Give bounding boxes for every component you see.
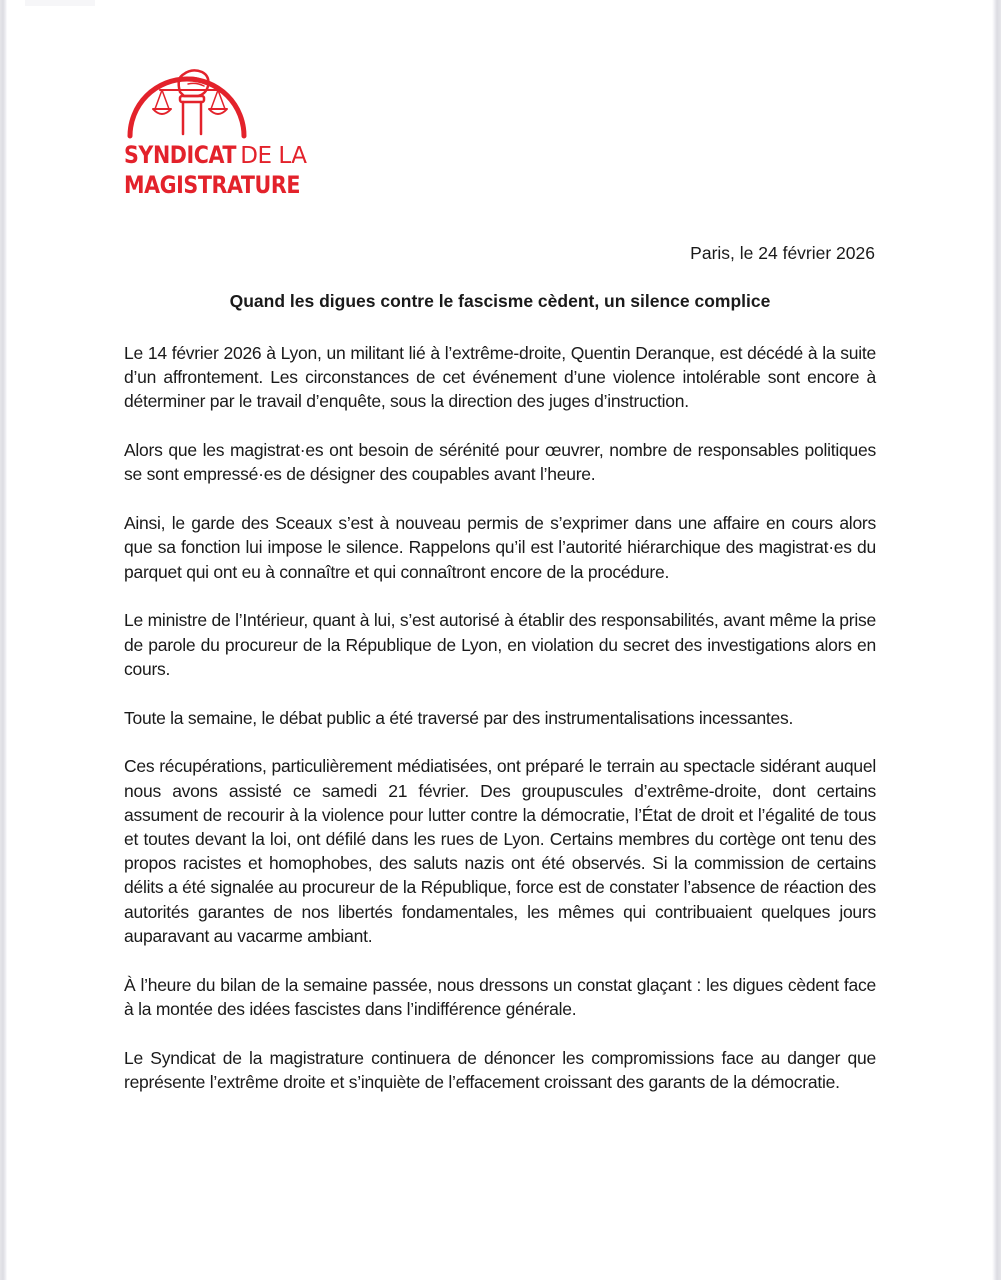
paragraph: Le Syndicat de la magistrature continuera de dénoncer les compromissions face au danger que représente l’extrême droite et s’inquiète de l’effacement croissant des garants de la démocratie. bbox=[124, 1047, 876, 1092]
paragraph: Le 14 février 2026 à Lyon, un militant lié à l’extrême-droite, Quentin Deranque, est décédé à la suite d’un affrontement. Les circonstances de cet événement d’une violence intolérable sont encore à déterminer par le travail d’enquête, sous la direction des juges d’instruction. bbox=[124, 343, 876, 412]
logo-de-la: DE LA bbox=[240, 143, 307, 169]
organization-logo bbox=[122, 64, 322, 198]
place-and-date: Paris, le 24 février 2026 bbox=[690, 243, 875, 263]
paragraph: Toute la semaine, le débat public a été traversé par des instrumentalisations incessantes. bbox=[124, 707, 794, 728]
logo-syndicat: SYNDICAT bbox=[124, 141, 237, 169]
fist-scales-emblem-icon bbox=[122, 64, 322, 144]
logo-magistrature: MAGISTRATURE bbox=[124, 171, 301, 199]
press-release-body bbox=[124, 341, 876, 1119]
paragraph: Ainsi, le garde des Sceaux s’est à nouveau permis de s’exprimer dans une affaire en cours alors que sa fonction lui impose le silence. Rappelons qu’il est l’autorité hiérarchique des magistrat·es du parquet qui ont eu à connaître et qui connaîtront encore de la procédure. bbox=[124, 513, 876, 582]
logo-wordmark bbox=[124, 142, 329, 202]
paragraph: Alors que les magistrat·es ont besoin de sérénité pour œuvrer, nombre de responsables politiques se sont empressé·es de désigner des coupables avant l’heure. bbox=[124, 440, 876, 485]
paragraph: Le ministre de l’Intérieur, quant à lui, s’est autorisé à établir des responsabilités, avant même la prise de parole du procureur de la République de Lyon, en violation du secret des investigations alors en cours. bbox=[124, 610, 876, 679]
paragraph: Ces récupérations, particulièrement médiatisées, ont préparé le terrain au spectacle sidérant auquel nous avons assisté ce samedi 21 février. Des groupuscules d’extrême-droite, dont certains assument de recourir à la violence pour lutter contre la démocratie, l’État de droit et l’égalité de tous et toutes devant la loi, ont défilé dans les rues de Lyon. Certains membres du cortège ont tenu des propos racistes et homophobes, des saluts nazis ont été observés. Si la commission de certains délits a été signalée au procureur de la République, force est de constater l’absence de réaction des autorités garantes de nos libertés fondamentales, les mêmes qui contribuaient quelques jours auparavant au vacarme ambiant. bbox=[124, 756, 876, 946]
paragraph: À l’heure du bilan de la semaine passée, nous dressons un constat glaçant : les digues cèdent face à la montée des idées fascistes dans l’indifférence générale. bbox=[124, 974, 876, 1019]
press-release-title: Quand les digues contre le fascisme cèdent, un silence complice bbox=[229, 291, 771, 311]
